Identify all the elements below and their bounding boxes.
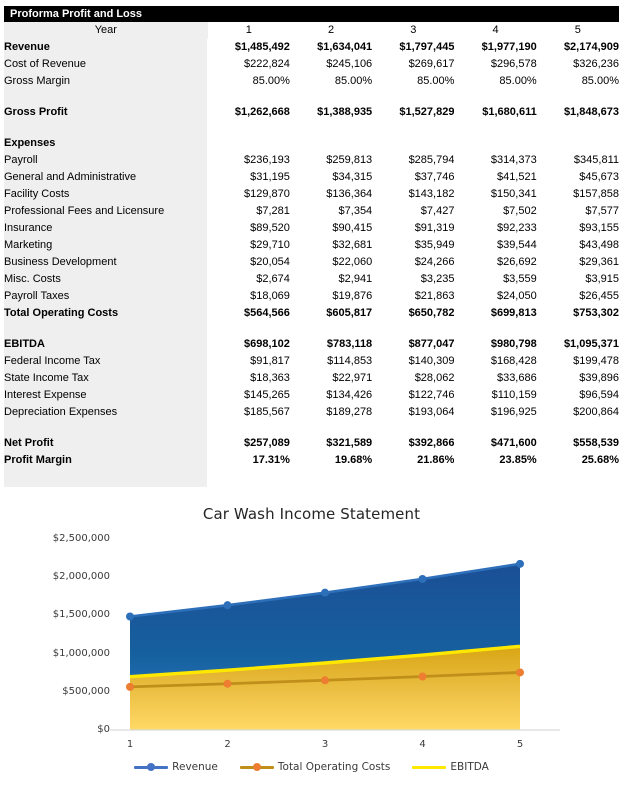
table-cell: $326,236	[573, 58, 619, 70]
table-row	[4, 169, 619, 186]
table-cell: $28,062	[414, 372, 455, 384]
row-label: Gross Margin	[4, 75, 71, 87]
y-axis-tick-label: $2,500,000	[52, 533, 110, 544]
legend-swatch-icon	[412, 762, 446, 773]
table-row	[4, 104, 619, 121]
total-operating-costs-data-point	[126, 683, 134, 691]
table-cell: $558,539	[573, 437, 619, 449]
table-cell: $605,817	[326, 307, 373, 319]
row-label: Revenue	[4, 41, 50, 53]
table-cell: $980,798	[490, 338, 537, 350]
row-label: Marketing	[4, 239, 53, 251]
table-cell: $1,388,935	[317, 106, 373, 118]
table-cell: $150,341	[490, 188, 537, 200]
chart-legend	[0, 761, 623, 773]
table-cell: $1,634,041	[317, 41, 373, 53]
table-cell: $783,118	[326, 338, 373, 350]
table-cell: $1,262,668	[234, 106, 290, 118]
table-cell: $18,363	[250, 372, 290, 384]
table-row	[4, 271, 619, 288]
table-cell: $1,485,492	[234, 41, 290, 53]
table-row	[4, 370, 619, 387]
row-label: Business Development	[4, 256, 117, 268]
table-cell	[454, 322, 536, 336]
table-cell: $39,544	[496, 239, 537, 251]
revenue-data-point	[224, 601, 232, 609]
x-axis-tick-label: 2	[224, 739, 231, 750]
table-row	[4, 336, 619, 353]
table-cell	[537, 421, 619, 435]
table-cell: $3,559	[503, 273, 537, 285]
table-cell: $1,977,190	[481, 41, 537, 53]
row-label: Gross Profit	[4, 106, 68, 118]
table-cell: $285,794	[408, 154, 455, 166]
table-row	[4, 56, 619, 73]
table-cell	[290, 90, 372, 104]
y-axis-tick-label: $1,000,000	[52, 647, 110, 659]
legend-label: EBITDA	[450, 761, 489, 773]
table-cell: 23.85%	[499, 454, 537, 466]
table-cell: 85.00%	[417, 75, 455, 87]
table-cell	[537, 322, 619, 336]
x-axis-tick-label: 3	[321, 739, 329, 750]
table-cell: $145,265	[244, 389, 290, 401]
column-header-year-1: 1	[208, 22, 290, 39]
total-operating-costs-data-point	[321, 676, 329, 684]
table-cell	[290, 421, 372, 435]
table-cell: $110,159	[491, 389, 537, 401]
table-row	[4, 237, 619, 254]
table-cell: $129,870	[244, 188, 290, 200]
y-axis-tick-label: $0	[97, 724, 110, 735]
table-cell: $699,813	[490, 307, 537, 319]
table-row	[4, 90, 619, 104]
table-cell: $20,054	[250, 256, 290, 268]
table-cell: $140,309	[408, 355, 455, 367]
table-cell: $257,089	[244, 437, 290, 449]
row-label: Insurance	[4, 222, 53, 234]
table-cell: $92,233	[496, 222, 537, 234]
legend-swatch-icon	[240, 762, 274, 773]
table-cell: $3,915	[585, 273, 619, 285]
table-body	[4, 39, 619, 469]
y-axis-tick-label: $500,000	[62, 685, 110, 697]
table-cell: $564,566	[244, 307, 290, 319]
chart-title: Car Wash Income Statement	[202, 505, 421, 523]
table-cell: $2,674	[256, 273, 290, 285]
total-operating-costs-data-point	[224, 680, 232, 688]
table-cell	[290, 135, 372, 152]
table-cell: $1,848,673	[563, 106, 619, 118]
table-cell: $3,235	[420, 273, 455, 285]
table-cell: $33,686	[496, 372, 537, 384]
table-cell: $236,193	[244, 154, 290, 166]
table-cell	[454, 421, 536, 435]
table-cell: $157,858	[573, 188, 619, 200]
row-label: EBITDA	[4, 338, 45, 350]
table-cell: $259,813	[326, 154, 373, 166]
table-cell: $296,578	[490, 58, 537, 70]
table-cell: $7,427	[420, 205, 455, 217]
legend-label: Revenue	[172, 761, 218, 773]
table-cell	[537, 121, 619, 135]
table-cell: $200,864	[573, 406, 619, 418]
table-cell: $18,069	[250, 290, 290, 302]
table-row	[4, 387, 619, 404]
table-row	[4, 220, 619, 237]
table-cell	[208, 90, 290, 104]
table-cell: $24,266	[414, 256, 455, 268]
x-axis-tick-label: 1	[126, 739, 134, 750]
row-label	[4, 421, 208, 435]
row-label: State Income Tax	[4, 372, 89, 384]
table-cell: $189,278	[326, 406, 373, 418]
table-cell: $35,949	[414, 239, 455, 251]
table-cell	[372, 121, 454, 135]
table-cell: $7,281	[256, 205, 290, 217]
table-cell: $43,498	[579, 239, 619, 251]
column-header-year-4: 4	[454, 22, 536, 39]
table-cell: $2,174,909	[563, 41, 619, 53]
revenue-data-point	[419, 575, 427, 583]
table-cell: 21.86%	[417, 454, 455, 466]
row-label: Profit Margin	[4, 454, 72, 466]
table-cell	[454, 121, 536, 135]
table-cell: $93,155	[579, 222, 619, 234]
table-cell	[537, 135, 619, 152]
table-cell: $26,455	[579, 290, 619, 302]
table-row	[4, 452, 619, 469]
revenue-data-point	[516, 560, 524, 568]
legend-marker-icon	[253, 763, 261, 771]
table-cell: $321,589	[326, 437, 373, 449]
column-header-year-5: 5	[537, 22, 619, 39]
legend-item[interactable]	[412, 761, 488, 773]
column-header-year-3: 3	[372, 22, 454, 39]
table-cell: 85.00%	[334, 75, 373, 87]
table-cell: $392,866	[408, 437, 455, 449]
row-label: Depreciation Expenses	[4, 406, 118, 418]
table-cell	[208, 421, 290, 435]
table-cell: $89,520	[250, 222, 290, 234]
table-row	[4, 305, 619, 322]
table-cell: $136,364	[326, 188, 373, 200]
table-cell: $37,746	[414, 171, 455, 183]
table-cell: $7,502	[503, 205, 537, 217]
table-cell: 19.68%	[334, 454, 373, 466]
table-cell: 85.00%	[581, 75, 619, 87]
table-cell: 25.68%	[581, 454, 619, 466]
table-cell	[372, 322, 454, 336]
row-label	[4, 90, 208, 104]
table-cell	[454, 135, 536, 152]
income-statement-chart	[0, 497, 623, 797]
table-cell: $29,710	[250, 239, 290, 251]
table-cell: $31,195	[250, 171, 290, 183]
table-cell: $122,746	[408, 389, 455, 401]
table-cell: $90,415	[332, 222, 373, 234]
table-cell	[372, 90, 454, 104]
table-cell	[208, 322, 290, 336]
row-label: Payroll Taxes	[4, 290, 70, 302]
table-cell	[537, 90, 619, 104]
total-operating-costs-data-point	[419, 673, 427, 681]
table-row	[4, 135, 619, 152]
table-row	[4, 421, 619, 435]
table-cell: $96,594	[579, 389, 619, 401]
table-cell: $185,567	[244, 406, 290, 418]
table-cell: $345,811	[573, 154, 619, 166]
table-cell: 85.00%	[499, 75, 537, 87]
table-cell: $91,319	[414, 222, 455, 234]
table-cell: $698,102	[244, 338, 290, 350]
table-row	[4, 353, 619, 370]
table-cell	[372, 135, 454, 152]
table-cell: $7,354	[338, 205, 373, 217]
row-label: Expenses	[4, 137, 56, 149]
row-label: Professional Fees and Licensure	[4, 205, 165, 217]
column-header-year: Year	[4, 22, 208, 39]
table-cell	[208, 121, 290, 135]
table-row	[4, 186, 619, 203]
legend-marker-icon	[147, 763, 155, 771]
table-row	[4, 254, 619, 271]
table-cell: $21,863	[414, 290, 455, 302]
table-row	[4, 322, 619, 336]
table-cell: 85.00%	[252, 75, 290, 87]
table-cell: $199,478	[573, 355, 619, 367]
table-cell: $34,315	[332, 171, 373, 183]
row-label	[4, 322, 208, 336]
table-cell: $196,925	[490, 406, 537, 418]
table-cell: $22,971	[332, 372, 373, 384]
table-row	[4, 152, 619, 169]
y-axis-tick-label: $1,500,000	[52, 609, 110, 621]
table-cell: $222,824	[244, 58, 290, 70]
row-label: Cost of Revenue	[4, 58, 86, 70]
table-cell: $168,428	[490, 355, 537, 367]
table-cell: $1,680,611	[482, 106, 537, 118]
table-cell: $41,521	[496, 171, 537, 183]
table-cell: $26,692	[496, 256, 537, 268]
table-row	[4, 121, 619, 135]
revenue-data-point	[126, 613, 134, 621]
x-axis-tick-label: 5	[516, 739, 524, 750]
row-label: Facility Costs	[4, 188, 70, 200]
row-label: Misc. Costs	[4, 273, 61, 285]
legend-label: Total Operating Costs	[277, 761, 391, 773]
table-cell: $45,673	[579, 171, 619, 183]
table-row	[4, 203, 619, 220]
table-cell: $314,373	[490, 154, 537, 166]
table-cell	[290, 121, 372, 135]
legend-swatch-icon	[134, 762, 168, 773]
table-cell: $269,617	[408, 58, 455, 70]
table-cell: $753,302	[573, 307, 619, 319]
table-row	[4, 404, 619, 421]
revenue-data-point	[321, 589, 329, 597]
table-cell: $650,782	[408, 307, 455, 319]
row-label: General and Administrative	[4, 171, 137, 183]
row-label	[4, 121, 208, 135]
table-cell: $91,817	[250, 355, 290, 367]
table-cell: $193,064	[408, 406, 455, 418]
table-header-row	[4, 22, 619, 39]
table-cell: $114,853	[327, 355, 373, 367]
proforma-pnl-table	[4, 22, 619, 469]
table-cell: $19,876	[332, 290, 373, 302]
page-title: Proforma Profit and Loss	[4, 6, 619, 22]
table-row	[4, 288, 619, 305]
row-label: Payroll	[4, 154, 38, 166]
table-cell: $2,941	[338, 273, 373, 285]
table-cell: 17.31%	[252, 454, 290, 466]
table-cell: $7,577	[585, 205, 619, 217]
table-cell: $39,896	[579, 372, 619, 384]
table-row	[4, 39, 619, 56]
total-operating-costs-data-point	[516, 668, 524, 676]
column-header-year-2: 2	[290, 22, 372, 39]
table-cell: $24,050	[496, 290, 537, 302]
table-cell	[208, 135, 290, 152]
table-cell: $877,047	[408, 338, 455, 350]
table-cell: $1,797,445	[399, 41, 455, 53]
table-cell	[454, 90, 536, 104]
table-cell: $471,600	[490, 437, 537, 449]
table-cell: $32,681	[332, 239, 373, 251]
legend-item[interactable]	[134, 761, 218, 773]
table-cell: $134,426	[326, 389, 373, 401]
table-cell: $29,361	[579, 256, 619, 268]
y-axis-tick-label: $2,000,000	[52, 571, 110, 583]
table-cell: $143,182	[408, 188, 455, 200]
row-label: Federal Income Tax	[4, 355, 101, 367]
table-row	[4, 435, 619, 452]
row-label: Total Operating Costs	[4, 307, 119, 319]
row-label: Net Profit	[4, 437, 54, 449]
table-row	[4, 73, 619, 90]
table-cell	[372, 421, 454, 435]
table-cell: $1,095,371	[563, 338, 619, 350]
row-label: Interest Expense	[4, 389, 87, 401]
table-cell: $1,527,829	[399, 106, 455, 118]
table-cell: $22,060	[332, 256, 373, 268]
table-cell: $245,106	[326, 58, 373, 70]
table-cell	[290, 322, 372, 336]
x-axis-tick-label: 4	[419, 739, 426, 750]
legend-item[interactable]	[240, 761, 391, 773]
